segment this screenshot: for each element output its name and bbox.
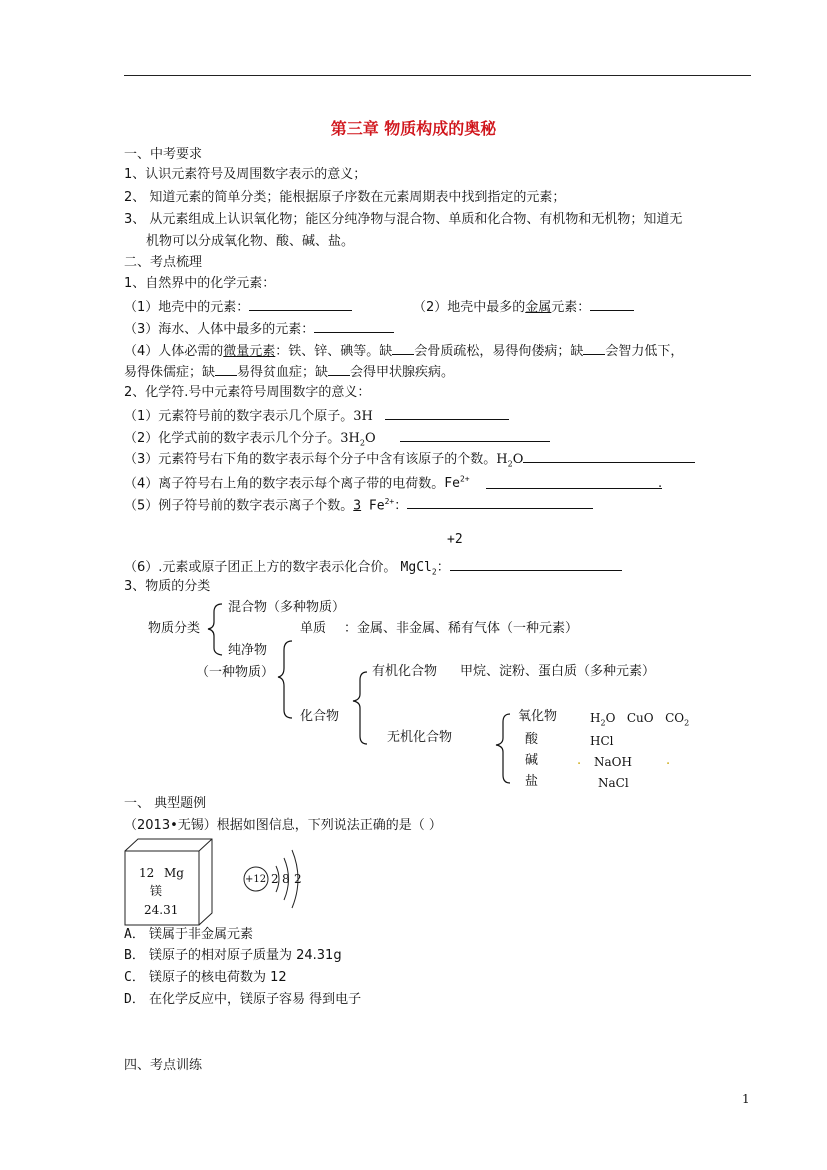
atom-shell-3: 2 bbox=[294, 872, 302, 886]
tree-salt-example: NaCl bbox=[598, 776, 629, 790]
section2-heading: 二、考点梳理 bbox=[124, 255, 203, 270]
question-1d-l2a: 易得侏儒症；缺 bbox=[124, 365, 216, 380]
formula-fe2-a: Fe bbox=[444, 476, 460, 492]
formula-h2o-b: O bbox=[512, 452, 524, 467]
formula-3h: 3H bbox=[353, 409, 373, 424]
option-b-label: B． bbox=[124, 948, 145, 963]
question-2f-colon: ： bbox=[436, 560, 450, 575]
tree-element: 单质 bbox=[300, 621, 327, 636]
question-1b-underlined: 金属 bbox=[525, 300, 552, 315]
example-question: （2013•无锡）根据如图信息，下列说法正确的是（ ） bbox=[124, 818, 442, 833]
tree-pure: 纯净物 bbox=[228, 643, 268, 658]
section3-heading: 一、 典型题例 bbox=[124, 796, 207, 811]
tree-acid-example: HCl bbox=[590, 734, 614, 748]
question-1b-tail: 元素： bbox=[551, 300, 591, 315]
formula-h2o-a: H bbox=[496, 452, 508, 467]
question-1a-text: （1）地壳中的元素： bbox=[124, 300, 250, 315]
question-2e-text: （5）例子符号前的数字表示离子个数。 bbox=[124, 498, 354, 514]
question-1c-text: （3）海水、人体中最多的元素： bbox=[124, 322, 315, 337]
oxide-co2: CO bbox=[665, 711, 685, 725]
cube-mass: 24.31 bbox=[144, 903, 179, 917]
requirement-1: 1、认识元素符号及周围数字表示的意义； bbox=[124, 167, 367, 182]
question-1d-part2: 会智力低下， bbox=[605, 344, 684, 359]
requirement-3: 3、 从元素组成上认识氧化物；能区分纯净物与混合物、单质和化合物、有机物和无机物；知道无 bbox=[124, 212, 683, 227]
question-2c-text: （3）元素符号右下角的数字表示每个分子中含有该原子的个数。 bbox=[124, 452, 497, 467]
page-title: 第三章 物质构成的奥秘 bbox=[330, 119, 497, 138]
formula-3h2o-b: O bbox=[364, 431, 376, 446]
option-d-text: 在化学反应中，镁原子容易 得到电子 bbox=[148, 992, 362, 1007]
oxide-h2o-sub: 2 bbox=[600, 718, 606, 728]
oxide-h2o-b: O bbox=[605, 711, 616, 725]
tree-acid: 酸 bbox=[525, 732, 539, 747]
question-1d-tail: ：铁、锌、碘等。缺 bbox=[275, 344, 393, 359]
tree-pure-note: （一种物质） bbox=[196, 665, 275, 680]
formula-3fe-coef: 3 bbox=[353, 498, 362, 514]
tree-dot-2: . bbox=[666, 753, 671, 768]
tree-oxide: 氧化物 bbox=[518, 709, 558, 724]
subsection-3: 3、物质的分类 bbox=[124, 579, 211, 594]
valence-mark: +2 bbox=[447, 532, 463, 547]
subsection-1: 1、自然界中的化学元素： bbox=[124, 276, 276, 291]
subsection-2: 2、化学符.号中元素符号周围数字的意义： bbox=[124, 385, 371, 400]
question-1d-text: （4）人体必需的 bbox=[124, 344, 224, 359]
tree-organic-desc: 甲烷、淀粉、蛋白质（多种元素） bbox=[460, 664, 656, 679]
tree-inorganic: 无机化合物 bbox=[387, 730, 453, 745]
tree-dot-1: . bbox=[577, 753, 582, 768]
question-1d-l2b: 易得贫血症；缺 bbox=[237, 365, 329, 380]
option-d[interactable] bbox=[124, 991, 361, 1009]
requirement-2: 2、 知道元素的简单分类；能根据原子序数在元素周期表中找到指定的元素； bbox=[124, 190, 566, 205]
option-b-text: 镁原子的相对原子质量为 24.31g bbox=[148, 948, 342, 963]
option-a-label: A． bbox=[124, 927, 145, 942]
tree-element-desc: ：金属、非金属、稀有气体（一种元素） bbox=[344, 621, 579, 636]
option-c[interactable] bbox=[124, 969, 287, 987]
oxide-h2o-a: H bbox=[590, 711, 601, 725]
tree-oxide-examples bbox=[590, 709, 689, 732]
requirement-3-cont: 机物可以分成氧化物、酸、碱、盐。 bbox=[146, 234, 355, 249]
cube-atomic-number: 12 bbox=[139, 866, 155, 880]
oxide-cuo: CuO bbox=[626, 711, 654, 725]
formula-fe2-sup: 2+ bbox=[459, 475, 470, 484]
question-2b-text: （2）化学式前的数字表示几个分子。 bbox=[124, 431, 341, 446]
option-a-text: 镁属于非金属元素 bbox=[148, 927, 253, 942]
option-a[interactable] bbox=[124, 926, 253, 944]
option-b[interactable] bbox=[124, 947, 342, 965]
cube-name: 镁 bbox=[150, 884, 163, 898]
section1-heading: 一、中考要求 bbox=[124, 147, 203, 162]
formula-3fe-sup: 2+ bbox=[384, 497, 395, 506]
question-2e-colon: ： bbox=[394, 498, 408, 514]
formula-h2o-sub: 2 bbox=[507, 459, 513, 469]
section4-heading: 四、考点训练 bbox=[124, 1058, 203, 1073]
tree-base: 碱 bbox=[525, 753, 539, 768]
blank-2d-dot: . bbox=[657, 476, 663, 492]
atom-nucleus: +12 bbox=[245, 874, 267, 885]
formula-3fe-sym: Fe bbox=[361, 498, 385, 514]
page-number: 1 bbox=[742, 1092, 750, 1106]
tree-mixture: 混合物（多种物质） bbox=[228, 600, 346, 615]
tree-compound: 化合物 bbox=[300, 709, 340, 724]
option-c-label: C． bbox=[124, 970, 145, 985]
atom-shell-1: 2 bbox=[271, 872, 279, 886]
cube-symbol: Mg bbox=[164, 866, 184, 880]
tree-base-example: NaOH bbox=[594, 755, 632, 769]
option-c-text: 镁原子的核电荷数为 12 bbox=[148, 970, 287, 985]
tree-root: 物质分类 bbox=[148, 621, 201, 636]
question-2f-text: （6）.元素或原子团正上方的数字表示化合价。 bbox=[124, 560, 397, 575]
formula-mgcl2-a: MgCl bbox=[400, 560, 432, 575]
question-1b-text: （2）地壳中最多的 bbox=[413, 300, 526, 315]
formula-3h2o-a: 3H bbox=[340, 431, 360, 446]
tree-salt: 盐 bbox=[525, 774, 539, 789]
option-d-label: D． bbox=[124, 992, 145, 1007]
question-1d-l2c: 会得甲状腺疾病。 bbox=[350, 365, 455, 380]
oxide-co2-sub: 2 bbox=[684, 718, 690, 728]
atom-shell-2: 8 bbox=[282, 872, 290, 886]
question-1d-part1: 会骨质疏松，易得佝偻病；缺 bbox=[414, 344, 584, 359]
question-2a-text: （1）元素符号前的数字表示几个原子。 bbox=[124, 409, 354, 424]
formula-3h2o-sub: 2 bbox=[359, 438, 365, 448]
question-2d-text: （4）离子符号右上角的数字表示每个离子带的电荷数。 bbox=[124, 476, 445, 492]
formula-mgcl2-sub: 2 bbox=[431, 567, 437, 577]
question-1d-underlined: 微量元素 bbox=[223, 344, 276, 359]
tree-organic: 有机化合物 bbox=[372, 664, 438, 679]
